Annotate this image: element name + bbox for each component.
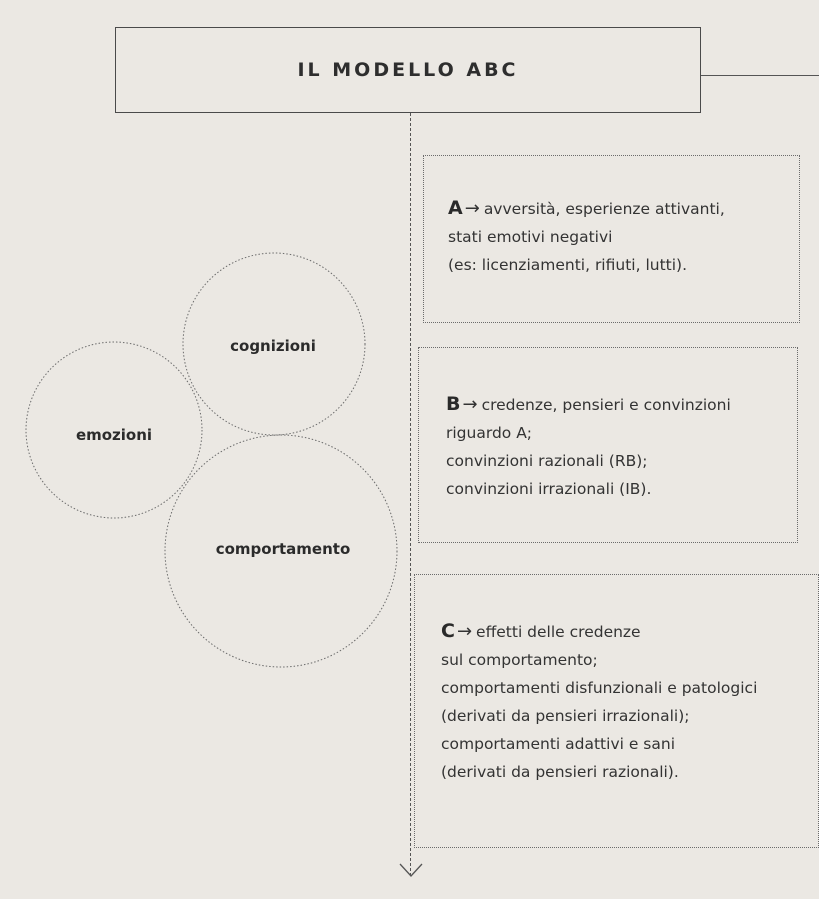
box-b-line: convinzioni irrazionali (IB). xyxy=(446,480,652,498)
box-a-line: (es: licenziamenti, rifiuti, lutti). xyxy=(448,256,688,274)
label-emozioni: emozioni xyxy=(75,426,153,444)
box-c xyxy=(414,574,819,848)
letter-b: B xyxy=(446,393,461,415)
letter-a: A xyxy=(448,197,463,219)
box-b-line: credenze, pensieri e convinzioni xyxy=(481,396,731,414)
vertical-dashed-line xyxy=(410,113,411,876)
box-c-line: (derivati da pensieri razionali). xyxy=(441,763,679,781)
box-c-first-line xyxy=(441,617,818,646)
box-b xyxy=(418,347,798,543)
box-c-line: (derivati da pensieri irrazionali); xyxy=(441,707,690,725)
box-c-line: effetti delle credenze xyxy=(476,623,641,641)
box-b-line: riguardo A; xyxy=(446,424,533,442)
arrow-right-icon: → xyxy=(464,198,480,219)
box-c-line: comportamenti disfunzionali e patologici xyxy=(441,679,758,697)
box-a-first-line xyxy=(448,194,799,223)
box-b-line: convinzioni razionali (RB); xyxy=(446,452,648,470)
box-b-first-line xyxy=(446,390,797,419)
title-connector-line xyxy=(701,75,819,76)
box-c-line: sul comportamento; xyxy=(441,651,598,669)
diagram-title: IL MODELLO ABC xyxy=(297,59,519,81)
box-c-line: comportamenti adattivi e sani xyxy=(441,735,676,753)
box-a xyxy=(423,155,800,323)
label-cognizioni: cognizioni xyxy=(230,337,316,355)
box-a-line: avversità, esperienze attivanti, xyxy=(483,200,725,218)
arrow-right-icon: → xyxy=(462,394,478,415)
arrow-right-icon: → xyxy=(456,621,473,642)
label-comportamento: comportamento xyxy=(215,540,351,558)
letter-c: C xyxy=(441,620,455,642)
box-a-line: stati emotivi negativi xyxy=(448,228,613,246)
